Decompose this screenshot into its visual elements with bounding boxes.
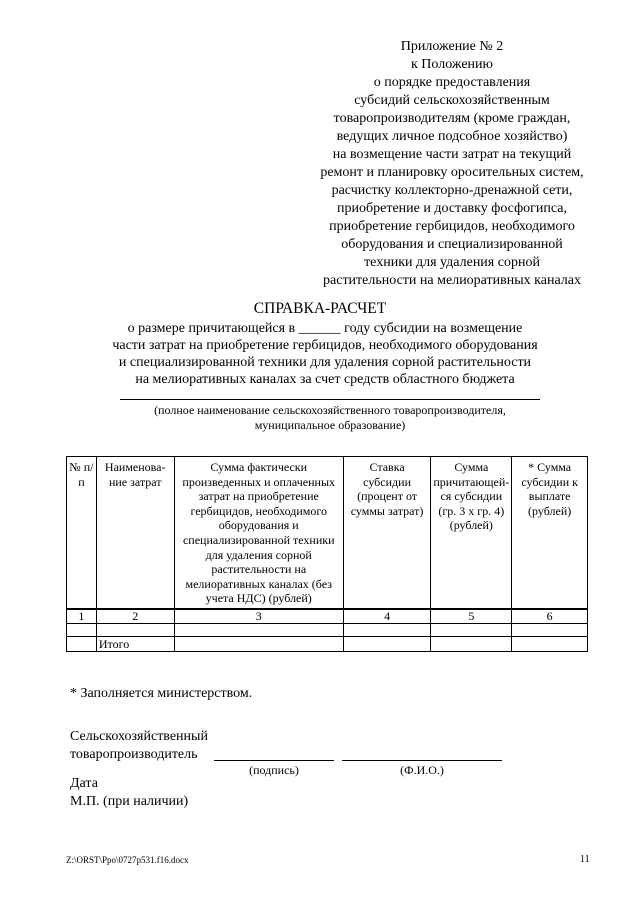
column-number: 1 xyxy=(67,609,97,624)
hint-line: (полное наименование сельскохозяйственного товаропроизводителя, xyxy=(154,403,506,417)
header-cell: № п/п xyxy=(67,457,97,609)
table-cell[interactable] xyxy=(96,623,174,636)
column-number: 6 xyxy=(512,609,588,624)
annex-line: техники для удаления сорной xyxy=(364,255,540,270)
file-path: Z:\ORST\Ppo\0727p531.f16.docx xyxy=(66,855,189,865)
table-cell[interactable] xyxy=(343,636,431,651)
date-label: Дата xyxy=(70,776,98,791)
signature-caption: (подпись) xyxy=(249,763,299,777)
column-number: 3 xyxy=(174,609,343,624)
subtitle-line: на мелиоративных каналах за счет средств областного бюджета xyxy=(135,372,515,387)
annex-line: о порядке предоставления xyxy=(373,75,531,90)
annex-line: на возмещение части затрат на текущий xyxy=(332,147,572,162)
annex-line: Приложение № 2 xyxy=(400,39,504,54)
signature-label: Сельскохозяйственный xyxy=(70,729,208,744)
table-cell[interactable] xyxy=(343,623,431,636)
full-name-caption: (Ф.И.О.) xyxy=(400,763,444,777)
table-cell[interactable] xyxy=(174,636,343,651)
total-row xyxy=(67,636,588,651)
signature-label: товаропроизводитель xyxy=(70,747,198,762)
table-cell[interactable] xyxy=(512,623,588,636)
document-title: СПРАВКА-РАСЧЕТ xyxy=(253,300,387,317)
annex-line: ремонт и планировку оросительных систем, xyxy=(320,165,584,180)
table-cell[interactable] xyxy=(67,636,97,651)
table-cell[interactable] xyxy=(431,636,512,651)
header-cell: Сумма фактически произведенных и оплаченных затрат на приобретение гербицидов, необходимого оборудования и специализированной техники для удаления сорной растительности на мелиоративных каналах (без учета НДС) (рублей) xyxy=(174,457,343,609)
stamp-label: М.П. (при наличии) xyxy=(70,794,189,809)
annex-line: расчистку коллекторно-дренажной сети, xyxy=(331,183,573,198)
annex-line: товаропроизводителям (кроме граждан, xyxy=(333,111,571,126)
calculation-table xyxy=(66,456,588,652)
document-subtitle xyxy=(80,320,570,388)
producer-name-hint xyxy=(110,403,550,433)
subtitle-line: части затрат на приобретение гербицидов, необходимого оборудования xyxy=(112,338,538,353)
annex-block xyxy=(306,38,598,290)
annex-line: ведущих личное подсобное хозяйство) xyxy=(336,129,568,144)
annex-line: растительности на мелиоративных каналах xyxy=(323,273,581,288)
hint-line: муниципальное образование) xyxy=(254,418,406,432)
header-cell: Наименова-ние затрат xyxy=(96,457,174,609)
column-number: 4 xyxy=(343,609,431,624)
full-name-line[interactable] xyxy=(342,760,502,761)
table-cell[interactable] xyxy=(174,623,343,636)
subtitle-line: и специализированной техники для удаления сорной растительности xyxy=(118,355,532,370)
table-row xyxy=(67,623,588,636)
table-header-row xyxy=(67,457,588,609)
column-number: 2 xyxy=(96,609,174,624)
column-number: 5 xyxy=(431,609,512,624)
annex-line: субсидий сельскохозяйственным xyxy=(354,93,550,108)
page-number: 11 xyxy=(580,854,590,865)
annex-line: приобретение и доставку фосфогипса, xyxy=(337,201,567,216)
header-cell: * Сумма субсидии к выплате (рублей) xyxy=(512,457,588,609)
total-label: Итого xyxy=(96,636,174,651)
annex-line: оборудования и специализированной xyxy=(341,237,563,252)
header-cell: Сумма причитающей-ся субсидии (гр. 3 х гр. 4) (рублей) xyxy=(431,457,512,609)
signature-block xyxy=(70,728,208,764)
ministry-note: * Заполняется министерством. xyxy=(70,686,253,701)
signature-line[interactable] xyxy=(214,760,334,761)
date-stamp-block xyxy=(70,775,188,811)
header-cell: Ставка субсидии (процент от суммы затрат) xyxy=(343,457,431,609)
annex-line: приобретение гербицидов, необходимого xyxy=(329,219,575,234)
annex-line: к Положению xyxy=(410,57,493,72)
subtitle-line: о размере причитающейся в ______ году субсидии на возмещение xyxy=(127,321,523,336)
table-cell[interactable] xyxy=(512,636,588,651)
producer-name-line xyxy=(120,399,540,400)
table-cell[interactable] xyxy=(431,623,512,636)
column-number-row xyxy=(67,609,588,624)
table-cell[interactable] xyxy=(67,623,97,636)
